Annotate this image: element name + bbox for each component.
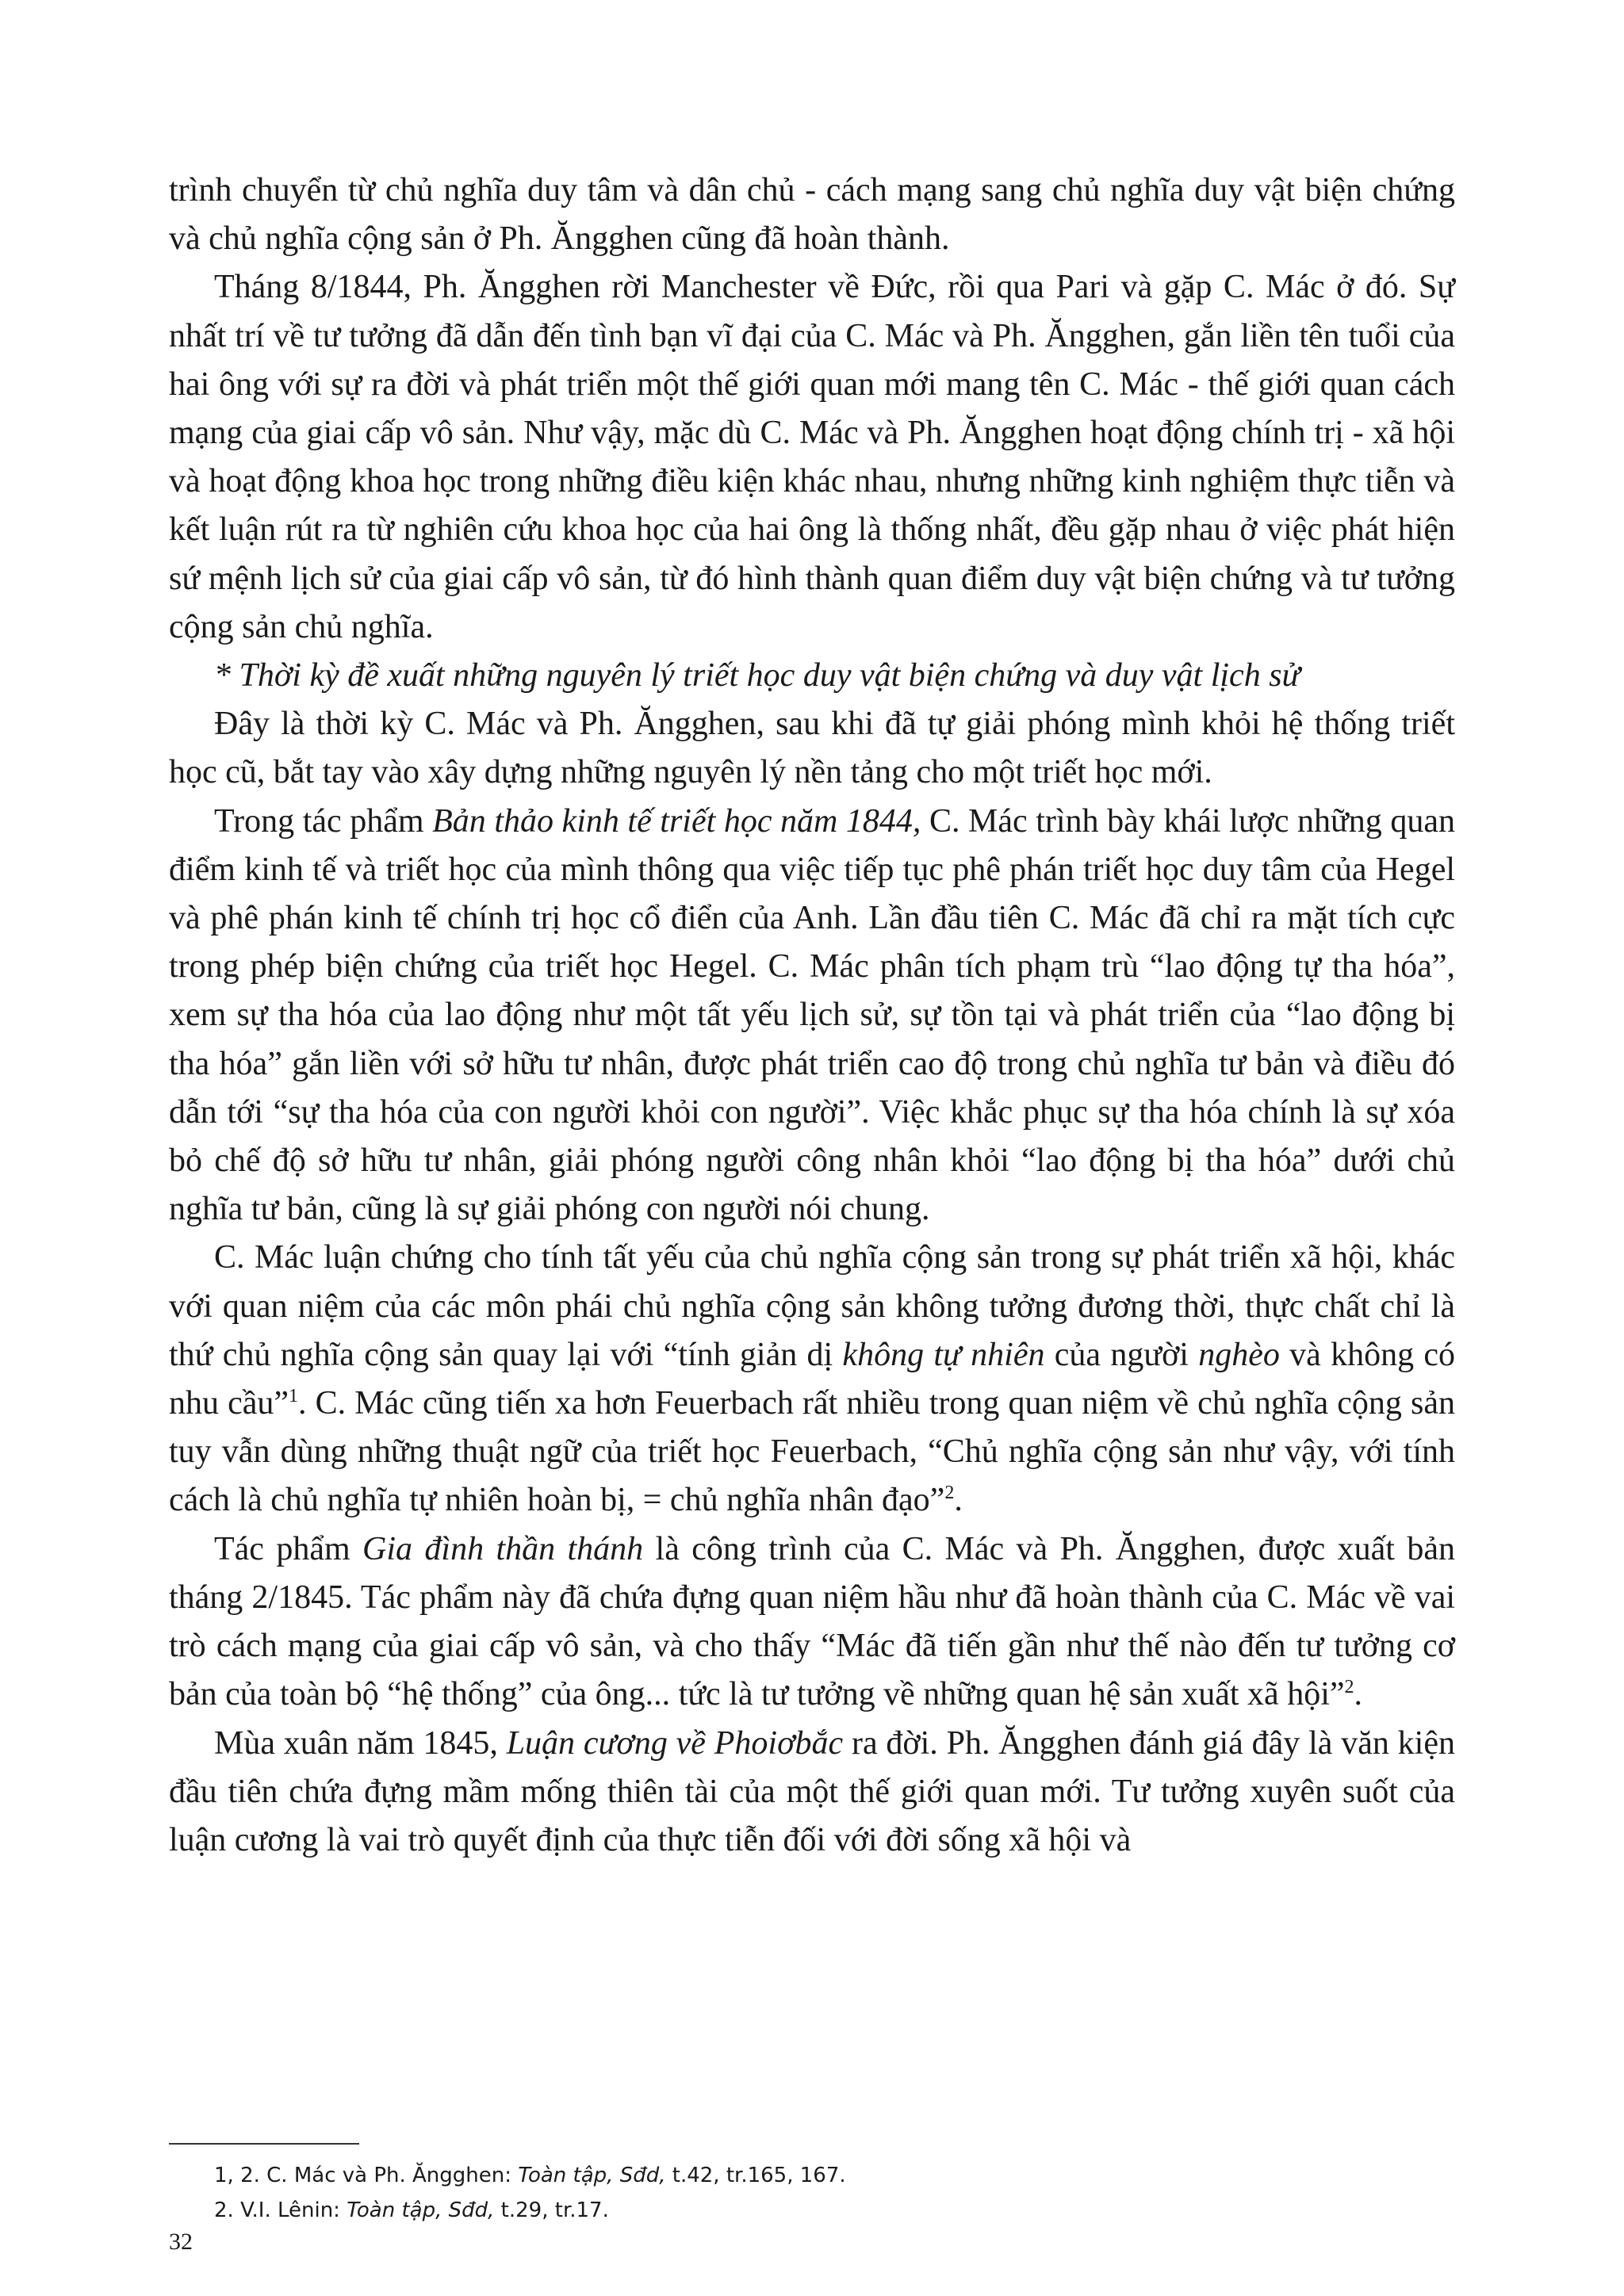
footnote-ref: 1 [289,1386,299,1407]
work-title: Gia đình thần thánh [362,1530,644,1567]
paragraph-continuation: trình chuyển từ chủ nghĩa duy tâm và dân chủ - cách mạng sang chủ nghĩa duy vật biện chứng và chủ nghĩa cộng sản ở Ph. Ăngghen cũng đã hoàn thành. [169,172,1455,258]
footnote-2: 2. V.I. Lênin: Toàn tập, Sđd, t.29, tr.17. [214,2198,609,2222]
paragraph-theses-feuerbach: Mùa xuân năm 1845, Luận cương về Phoiơbắc ra đời. Ph. Ăngghen đánh giá đây là văn kiện đầu tiên chứa đựng mầm mống thiên tài của một thế giới quan mới. Tư tưởng xuyên suốt của luận cương là vai trò quyết định của thực tiễn đối với đời sống xã hội và [169,1724,1455,1858]
paragraph-holy-family: Tác phẩm Gia đình thần thánh là công trình của C. Mác và Ph. Ăngghen, được xuất bản tháng 2/1845. Tác phẩm này đã chứa đựng quan niệm hầu như đã hoàn thành của C. Mác về vai trò cách mạng của giai cấp vô sản, và cho thấy “Mác đã tiến gần như thế nào đến tư tưởng cơ bản của toàn bộ “hệ thống” của ông... tức là tư tưởng về những quan hệ sản xuất xã hội”$^2$. [169,1530,1455,1713]
paragraph-manuscripts-1844: Trong tác phẩm Bản thảo kinh tế triết học năm 1844, C. Mác trình bày khái lược những quan điểm kinh tế và triết học của mình thông qua việc tiếp tục phê phán triết học duy tâm của Hegel và phê phán kinh tế chính trị học cổ điển của Anh. Lần đầu tiên C. Mác đã chỉ ra mặt tích cực trong phép biện chứng của triết học Hegel. C. Mác phân tích phạm trù “lao động tự tha hóa”, xem sự tha hóa của lao động như một tất yếu lịch sử, sự tồn tại và phát triển của “lao động bị tha hóa” gắn liền với sở hữu tư nhân, được phát triển cao độ trong chủ nghĩa tư bản và điều đó dẫn tới “sự tha hóa của con người khỏi con người”. Việc khắc phục sự tha hóa chính là sự xóa bỏ chế độ sở hữu tư nhân, giải phóng người công nhân khỏi “lao động bị tha hóa” dưới chủ nghĩa tư bản, cũng là sự giải phóng con người nói chung. [169,802,1455,1228]
page-number: 32 [169,2229,193,2255]
page-body [169,166,1455,1865]
paragraph-august-1844: Tháng 8/1844, Ph. Ăngghen rời Manchester về Đức, rồi qua Pari và gặp C. Mác ở đó. Sự nhất trí về tư tưởng đã dẫn đến tình bạn vĩ đại của C. Mác và Ph. Ăngghen, gắn liền tên tuổi của hai ông với sự ra đời và phát triển một thế giới quan mới mang tên C. Mác - thế giới quan cách mạng của giai cấp vô sản. Như vậy, mặc dù C. Mác và Ph. Ăngghen hoạt động chính trị - xã hội và hoạt động khoa học trong những điều kiện khác nhau, nhưng những kinh nghiệm thực tiễn và kết luận rút ra từ nghiên cứu khoa học của hai ông là thống nhất, đều gặp nhau ở việc phát hiện sứ mệnh lịch sử của giai cấp vô sản, từ đó hình thành quan điểm duy vật biện chứng và tư tưởng cộng sản chủ nghĩa. [169,269,1455,645]
paragraph-communism: C. Mác luận chứng cho tính tất yếu của chủ nghĩa cộng sản trong sự phát triển xã hội, khác với quan niệm của các môn phái chủ nghĩa cộng sản không tưởng đương thời, thực chất chỉ là thứ chủ nghĩa cộng sản quay lại với “tính giản dị không tự nhiên của người nghèo và không có nhu cầu”$^1$. C. Mác cũng tiến xa hơn Feuerbach rất nhiều trong quan niệm về chủ nghĩa cộng sản tuy vẫn dùng những thuật ngữ của triết học Feuerbach, “Chủ nghĩa cộng sản như vậy, với tính cách là chủ nghĩa tự nhiên hoàn bị, = chủ nghĩa nhân đạo”$^2$. [169,1239,1455,1519]
footnote-ref: 2 [1344,1677,1354,1698]
section-heading-period: * Thời kỳ đề xuất những nguyên lý triết học duy vật biện chứng và duy vật lịch sử [214,657,1300,695]
paragraph-period-intro: Đây là thời kỳ C. Mác và Ph. Ăngghen, sau khi đã tự giải phóng mình khỏi hệ thống triết học cũ, bắt tay vào xây dựng những nguyên lý nền tảng cho một triết học mới. [169,706,1455,791]
work-title: Luận cương về Phoiơbắc [506,1724,844,1762]
footnote-ref: 2 [944,1483,955,1504]
footnote-separator [169,2143,359,2145]
footnote-1: 1, 2. C. Mác và Ph. Ăngghen: Toàn tập, Sđd, t.42, tr.165, 167. [214,2164,846,2187]
work-title: Bản thảo kinh tế triết học năm 1844, [432,802,921,840]
footnotes [214,2158,1451,2228]
